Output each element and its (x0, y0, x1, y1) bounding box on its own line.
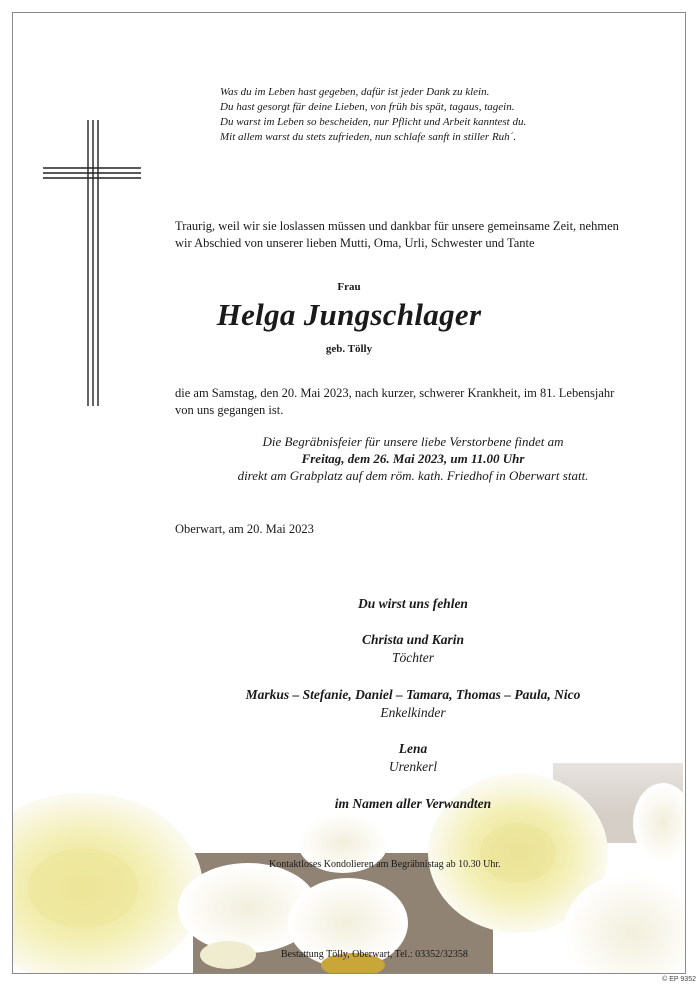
condolence-note: Kontaktloses Kondolieren am Begräbnistag ab 10.30 Uhr. (269, 859, 501, 870)
mourner-relation: Urenkerl (388, 759, 438, 774)
place-date: Oberwart, am 20. Mai 2023 (175, 522, 314, 536)
deceased-name: Helga Jungschlager (216, 297, 482, 332)
mourner-group (163, 740, 663, 776)
poem-line: Was du im Leben hast gegeben, dafür ist jeder Dank zu klein. (220, 86, 490, 98)
poem (220, 85, 620, 145)
mourner-relation: Töchter (392, 650, 434, 665)
funeral-info (163, 433, 663, 484)
death-line: von uns gegangen ist. (175, 403, 284, 417)
mourner-group (163, 686, 663, 722)
death-notice (175, 385, 675, 419)
mourner-group (163, 631, 663, 667)
mourner-names: Markus – Stefanie, Daniel – Tamara, Thomas – Paula, Nico (245, 687, 581, 702)
salutation: Frau (337, 281, 361, 293)
undertaker-info: Bestattung Tölly, Oberwart, Tel.: 03352/32358 (281, 949, 468, 960)
mourners-heading (163, 595, 663, 613)
funeral-line: direkt am Grabplatz auf dem röm. kath. Friedhof in Oberwart statt. (237, 468, 589, 483)
death-line: die am Samstag, den 20. Mai 2023, nach kurzer, schwerer Krankheit, im 81. Lebensjahr (175, 386, 615, 400)
mourners-closing-text: im Namen aller Verwandten (334, 796, 492, 811)
funeral-line: Die Begräbnisfeier für unsere liebe Verstorbene findet am (262, 434, 564, 449)
mourners-heading-text: Du wirst uns fehlen (358, 596, 468, 611)
mourner-names: Christa und Karin (361, 632, 465, 647)
cross-icon (41, 118, 143, 408)
mourners-closing (163, 795, 663, 813)
print-code: © EP 9352 (662, 976, 696, 983)
maiden-name: geb. Tölly (325, 343, 373, 355)
poem-line: Du hast gesorgt für deine Lieben, von früh bis spät, tagaus, tagein. (220, 101, 515, 113)
poem-line: Mit allem warst du stets zufrieden, nun schlafe sanft in stiller Ruh´. (220, 131, 517, 143)
mourner-names: Lena (398, 741, 428, 756)
poem-line: Du warst im Leben so bescheiden, nur Pflicht und Arbeit kanntest du. (220, 116, 527, 128)
obituary-page (12, 12, 686, 974)
intro-line: wir Abschied von unserer lieben Mutti, Oma, Urli, Schwester und Tante (175, 236, 535, 250)
funeral-date: Freitag, dem 26. Mai 2023, um 11.00 Uhr (301, 451, 525, 466)
intro-line: Traurig, weil wir sie loslassen müssen und dankbar für unsere gemeinsame Zeit, nehmen (175, 219, 619, 233)
mourner-relation: Enkelkinder (380, 705, 446, 720)
intro-paragraph (175, 218, 665, 252)
